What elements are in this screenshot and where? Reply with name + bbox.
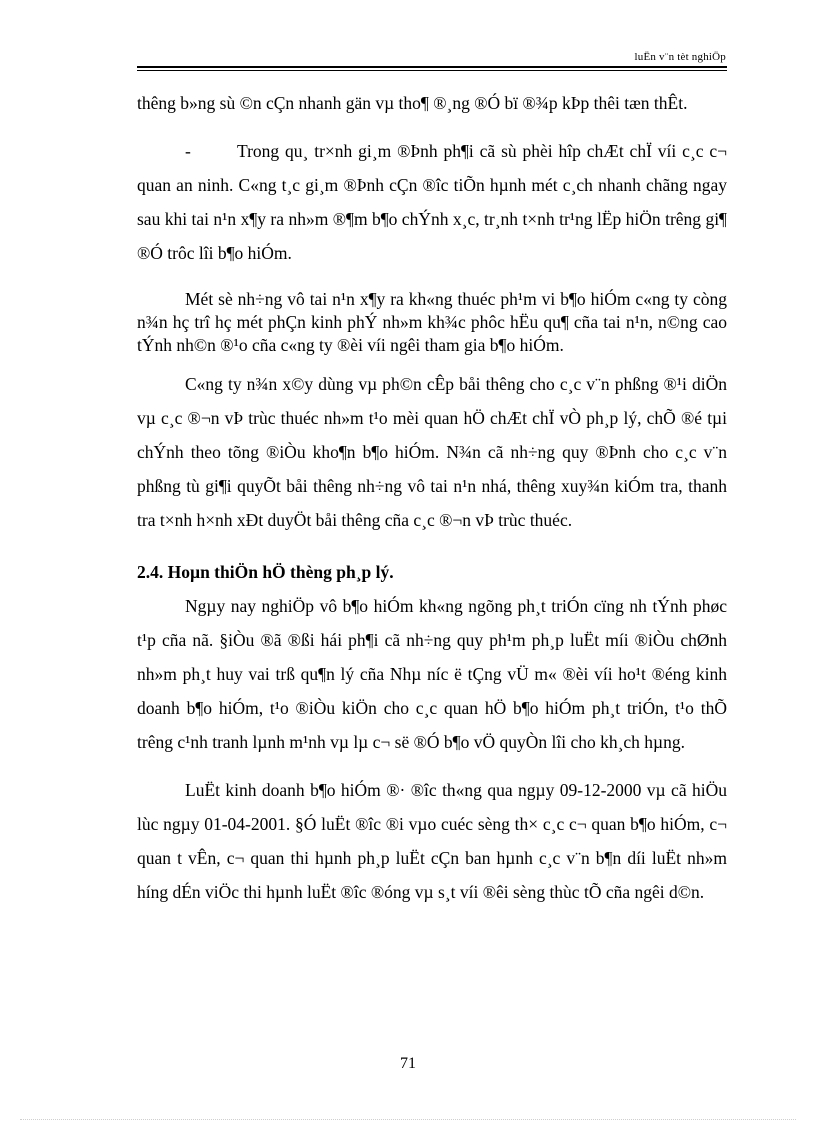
bullet-item: [137, 134, 727, 270]
paragraph-decentralization: C«ng ty n¾n x©y dùng vµ ph©n cÊp båi thêng cho c¸c v¨n phßng ®¹i diÖn vµ c¸c ®¬n vÞ trùc thuéc nh»m t¹o mèi quan hÖ chÆt chÏ vÒ ph¸p lý, chÕ ®é tµi chÝnh theo tõng ®iÒu kho¶n b¶o hiÓm. N¾n cã nh÷ng quy ®Þnh cho c¸c v¨n phßng tù gi¶i quyÕt båi thêng nh÷ng vô tai n¹n nhá, thêng xuy¾n kiÓm tra, thanh tra t×nh h×nh xÐt duyÖt båi thêng cña c¸c ®¬n vÞ trùc thuéc.: [137, 374, 727, 530]
running-header: luËn v¨n tèt nghiÖp: [634, 51, 726, 63]
footer-dotted-line: [20, 1119, 796, 1120]
paragraph-support: Mét sè nh÷ng vô tai n¹n x¶y ra kh«ng thuéc ph¹m vi b¶o hiÓm c«ng ty còng n¾n hç trî hç mét phÇn kinh phÝ nh»m kh¾c phôc hËu qu¶ cña tai n¹n, n©ng cao tÝnh nh©n ®¹o cña c«ng ty ®èi víi ngêi tham gia b¶o hiÓm.: [137, 289, 727, 355]
paragraph-insurance-law: LuËt kinh doanh b¶o hiÓm ®· ®îc th«ng qua ngµy 09-12-2000 vµ cã hiÖu lùc ngµy 01-04-2001. §Ó luËt ®îc ®i vµo cuéc sèng th× c¸c c¬ quan b¶o hiÓm, c¬ quan t vÊn, c¬ quan thi hµnh ph¸p luËt cÇn ban hµnh c¸c v¨n b¶n díi luËt nh»m híng dÉn viÖc thi hµnh luËt ®îc ®óng vµ s¸t víi ®êi sèng thùc tÕ cña ngêi d©n.: [137, 780, 727, 902]
header-rule-thin: [137, 70, 727, 71]
paragraph-continuation: thêng b»ng sù ©n cÇn nhanh gän vµ tho¶ ®¸ng ®Ó bï ®¾p kÞp thêi tæn thÊt.: [137, 93, 688, 113]
paragraph-assessment: Trong qu¸ tr×nh gi¸m ®Þnh ph¶i cã sù phèi hîp chÆt chÏ víi c¸c c¬ quan an ninh. C«ng t¸c gi¸m ®Þnh cÇn ®îc tiÕn hµnh mét c¸ch nhanh chãng ngay sau khi tai n¹n x¶y ra nh»m ®¶m b¶o chÝnh x¸c, tr¸nh t×nh tr¹ng lËp hiÖn trêng gi¶ ®Ó trôc lîi b¶o hiÓm.: [137, 141, 727, 263]
paragraph-legal-framework: Ngµy nay nghiÖp vô b¶o hiÓm kh«ng ngõng ph¸t triÓn cïng nh tÝnh phøc t¹p cña nã. §iÒu ®ã ®ßi hái ph¶i cã nh÷ng quy ph¹m ph¸p luËt míi ®iÒu chØnh nh»m ph¸t huy vai trß qu¶n lý cña Nhµ níc ë tÇng vÜ m« ®èi víi ho¹t ®éng kinh doanh b¶o hiÓm, t¹o ®iÒu kiÖn cho c¸c quan hÖ b¶o hiÓm ph¸t triÓn, t¹o thÕ trêng c¹nh tranh lµnh m¹nh vµ lµ c¬ së ®Ó b¶o vÖ quyÒn lîi cho kh¸ch hµng.: [137, 596, 727, 752]
bullet-mark: -: [185, 141, 191, 161]
page-body: [137, 86, 727, 909]
section-heading: 2.4. Hoµn thiÖn hÖ thèng ph¸p lý.: [137, 562, 394, 582]
page-number: 71: [400, 1055, 416, 1072]
header-rule-thick: [137, 66, 727, 68]
